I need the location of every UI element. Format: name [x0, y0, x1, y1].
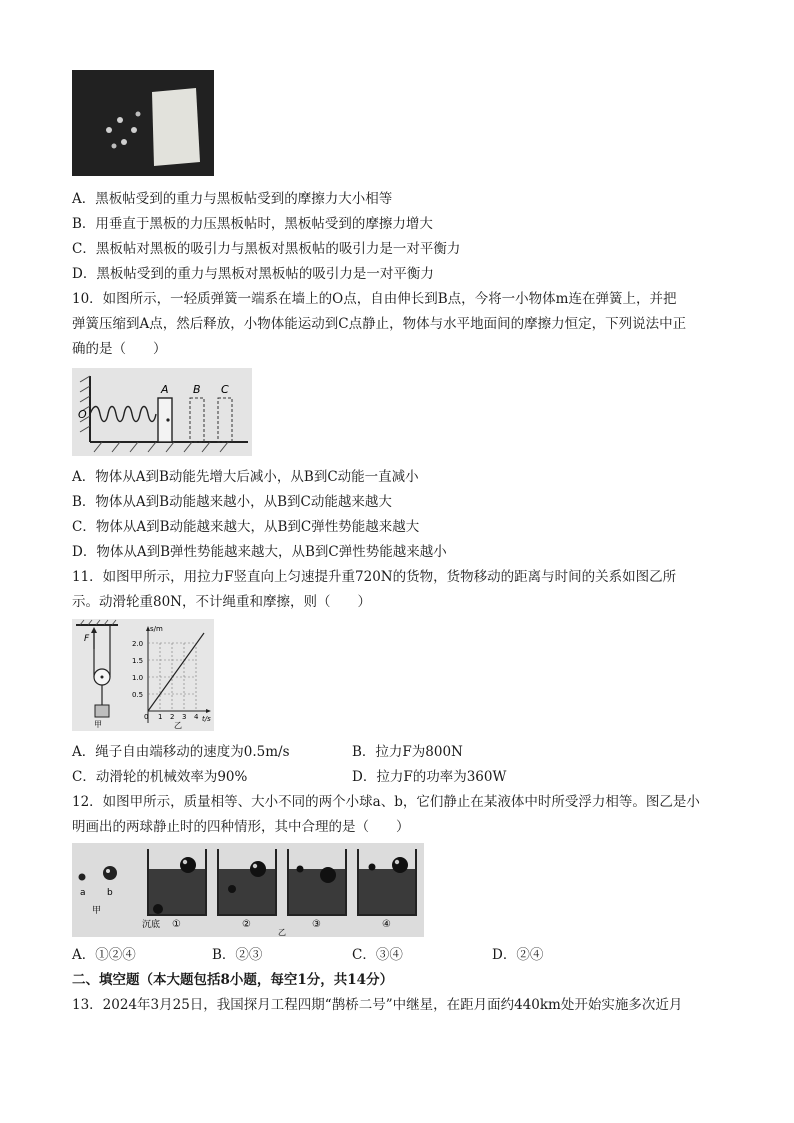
q9-photo-svg: [72, 70, 214, 176]
beaker-1: [148, 849, 206, 915]
q12-label-yi: 乙: [278, 928, 286, 937]
q11-option-b: B．拉力F为800N: [352, 744, 463, 760]
q12-label-n4: ④: [382, 919, 391, 930]
block-a-icon: [158, 398, 172, 442]
q11-graph-line: [148, 633, 204, 711]
q13-stem-line1: 13．2024年3月25日，我国探月工程四期“鹊桥二号”中继星，在距月面约440km处开始实施多次近月: [72, 997, 683, 1013]
q10-option-d: D．物体从A到B弹性势能越来越大，从B到C弹性势能越来越小: [72, 544, 447, 560]
q11-xtick-1: 1: [158, 713, 163, 721]
q9-option-b: B．用垂直于黑板的力压黑板帖时，黑板帖受到的摩擦力增大: [72, 216, 433, 232]
q10-stem-line1: 10．如图所示，一轻质弹簧一端系在墙上的O点，自由伸长到B点，今将一小物体m连在弹簧上，并把: [72, 291, 677, 307]
q10-label-b: B: [193, 383, 201, 396]
q12-option-d: D．②④: [492, 947, 544, 963]
q11-label-force: F: [84, 634, 90, 644]
ball-a-icon: [79, 874, 86, 881]
q10-spring-figure: [72, 368, 252, 456]
q11-ytick-0-5: 0.5: [132, 691, 144, 699]
q11-x-axis-label: t/s: [202, 715, 211, 723]
q12-balls-svg: [72, 843, 424, 937]
spring-icon: [90, 407, 156, 422]
q10-stem-line3: 确的是（ ）: [72, 341, 167, 357]
beaker-3: [288, 849, 346, 915]
q11-label-yi: 乙: [174, 721, 182, 730]
q10-option-b: B．物体从A到B动能越来越小，从B到C动能越来越大: [72, 494, 392, 510]
q10-spring-svg: [72, 368, 252, 456]
q12-stem-line1: 12．如图甲所示，质量相等、大小不同的两个小球a、b，它们静止在某液体中时所受浮力相等。图乙是小: [72, 794, 700, 810]
beaker-2: [218, 849, 276, 915]
q11-xtick-2: 2: [170, 713, 175, 721]
beaker-4: [358, 849, 416, 915]
sticker-paper-icon: [152, 88, 200, 166]
q9-option-c: C．黑板帖对黑板的吸引力与黑板对黑板帖的吸引力是一对平衡力: [72, 241, 461, 257]
q11-pulley-svg: [72, 619, 214, 731]
q12-option-a: A．①②④: [72, 947, 136, 963]
q10-label-o: O: [78, 408, 87, 421]
section-2-heading: 二、填空题（本大题包括8小题，每空1分，共14分）: [72, 972, 394, 988]
q10-option-a: A．物体从A到B动能先增大后减小，从B到C动能一直减小: [72, 469, 419, 485]
q12-label-n2: ②: [242, 919, 251, 930]
q9-option-d: D．黑板帖受到的重力与黑板对黑板帖的吸引力是一对平衡力: [72, 266, 434, 282]
q12-label-jia: 甲: [92, 906, 102, 916]
q10-option-c: C．物体从A到B动能越来越大，从B到C弹性势能越来越大: [72, 519, 420, 535]
q11-ytick-1-5: 1.5: [132, 657, 144, 665]
q12-label-a: a: [80, 888, 86, 898]
q12-option-c: C．③④: [352, 947, 403, 963]
q11-option-a: A．绳子自由端移动的速度为0.5m/s: [72, 744, 290, 760]
q9-blackboard-photo: [72, 70, 214, 176]
q11-y-axis-label: s/m: [150, 625, 163, 633]
q12-stem-line2: 明画出的两球静止时的四种情形，其中合理的是（ ）: [72, 819, 410, 835]
q12-option-b: B．②③: [212, 947, 263, 963]
q12-label-n3: ③: [312, 919, 321, 930]
q11-stem-line2: 示。动滑轮重80N，不计绳重和摩擦，则（ ）: [72, 594, 371, 610]
q11-option-c: C．动滑轮的机械效率为90%: [72, 769, 248, 785]
q10-stem-line2: 弹簧压缩到A点，然后释放，小物体能运动到C点静止，物体与水平地面间的摩擦力恒定，下列说法中正: [72, 316, 687, 332]
q10-label-a: A: [161, 383, 169, 396]
q9-option-a: A．黑板帖受到的重力与黑板帖受到的摩擦力大小相等: [72, 191, 393, 207]
ball-b-icon: [103, 866, 117, 880]
q11-xtick-4: 4: [194, 713, 199, 721]
q11-stem-line1: 11．如图甲所示，用拉力F竖直向上匀速提升重720N的货物，货物移动的距离与时间的关系如图乙所: [72, 569, 677, 585]
q12-label-n1: ①: [172, 919, 181, 930]
cargo-icon: [95, 705, 109, 717]
q11-xtick-0: 0: [144, 713, 149, 721]
q12-label-b: b: [107, 888, 113, 898]
q10-label-c: C: [221, 383, 229, 396]
q11-xtick-3: 3: [182, 713, 187, 721]
q11-label-jia: 甲: [94, 720, 102, 729]
q11-option-d: D．拉力F的功率为360W: [352, 769, 507, 785]
q12-label-sink: 沉底: [142, 920, 161, 930]
q12-balls-figure: [72, 843, 424, 937]
q11-ytick-2-0: 2.0: [132, 640, 144, 648]
q11-ytick-1-0: 1.0: [132, 674, 144, 682]
q11-pulley-figure: [72, 619, 214, 731]
